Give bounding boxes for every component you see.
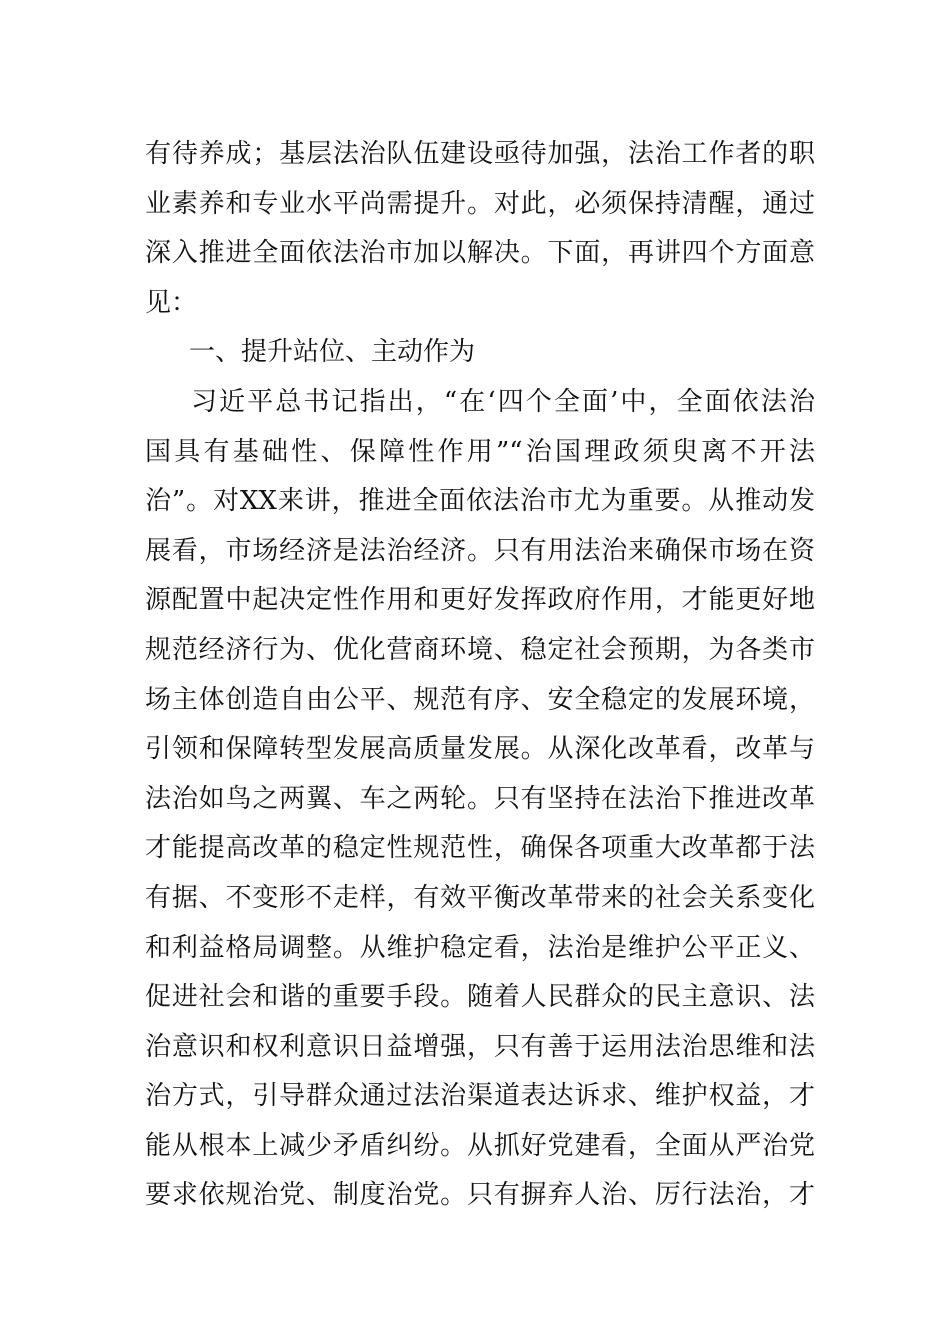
text-line-15: 才能提高改革的稳定性规范性，确保各项重大改革都于法	[145, 833, 815, 864]
text-line-3: 深入推进全面依法治市加以解决。下面，再讲四个方面意	[145, 238, 815, 269]
text-line-11: 规范经济行为、优化营商环境、稳定社会预期，为各类市	[145, 634, 815, 665]
text-line-18: 促进社会和谐的重要手段。随着人民群众的民主意识、法	[145, 982, 815, 1013]
text-line-1: 有待养成；基层法治队伍建设亟待加强，法治工作者的职	[145, 139, 815, 169]
text-line-10: 源配置中起决定性作用和更好发挥政府作用，才能更好地	[145, 585, 815, 616]
text-line-8: 治”。对XX来讲，推进全面依法治市尤为重要。从推动发	[145, 486, 815, 517]
text-line-7: 国具有基础性、保障性作用”“治国理政须臾离不开法	[145, 436, 815, 467]
text-line-20: 治方式，引导群众通过法治渠道表达诉求、维护权益，才	[145, 1081, 815, 1112]
text-line-22: 要求依规治党、制度治党。只有摒弃人治、厉行法治，才	[145, 1180, 815, 1211]
text-line-2: 业素养和专业水平尚需提升。对此，必须保持清醒，通过	[145, 188, 815, 219]
text-line-12: 场主体创造自由公平、规范有序、安全稳定的发展环境，	[145, 684, 815, 715]
text-line-4: 见：	[145, 287, 198, 318]
text-line-14: 法治如鸟之两翼、车之两轮。只有坚持在法治下推进改革	[145, 783, 815, 814]
text-line-16: 有据、不变形不走样，有效平衡改革带来的社会关系变化	[145, 882, 815, 913]
text-line-21: 能从根本上减少矛盾纠纷。从抓好党建看，全面从严治党	[145, 1130, 815, 1161]
text-line-9: 展看，市场经济是法治经济。只有用法治来确保市场在资	[145, 535, 815, 566]
text-line-6: 习近平总书记指出，“在‘四个全面’中，全面依法治	[191, 386, 815, 417]
text-line-17: 和利益格局调整。从维护稳定看，法治是维护公平正义、	[145, 932, 815, 963]
document-body	[145, 130, 815, 1221]
text-line-13: 引领和保障转型发展高质量发展。从深化改革看，改革与	[145, 734, 815, 765]
section-heading: 一、提升站位、主动作为	[189, 337, 476, 368]
text-line-19: 治意识和权利意识日益增强，只有善于运用法治思维和法	[145, 1031, 815, 1062]
